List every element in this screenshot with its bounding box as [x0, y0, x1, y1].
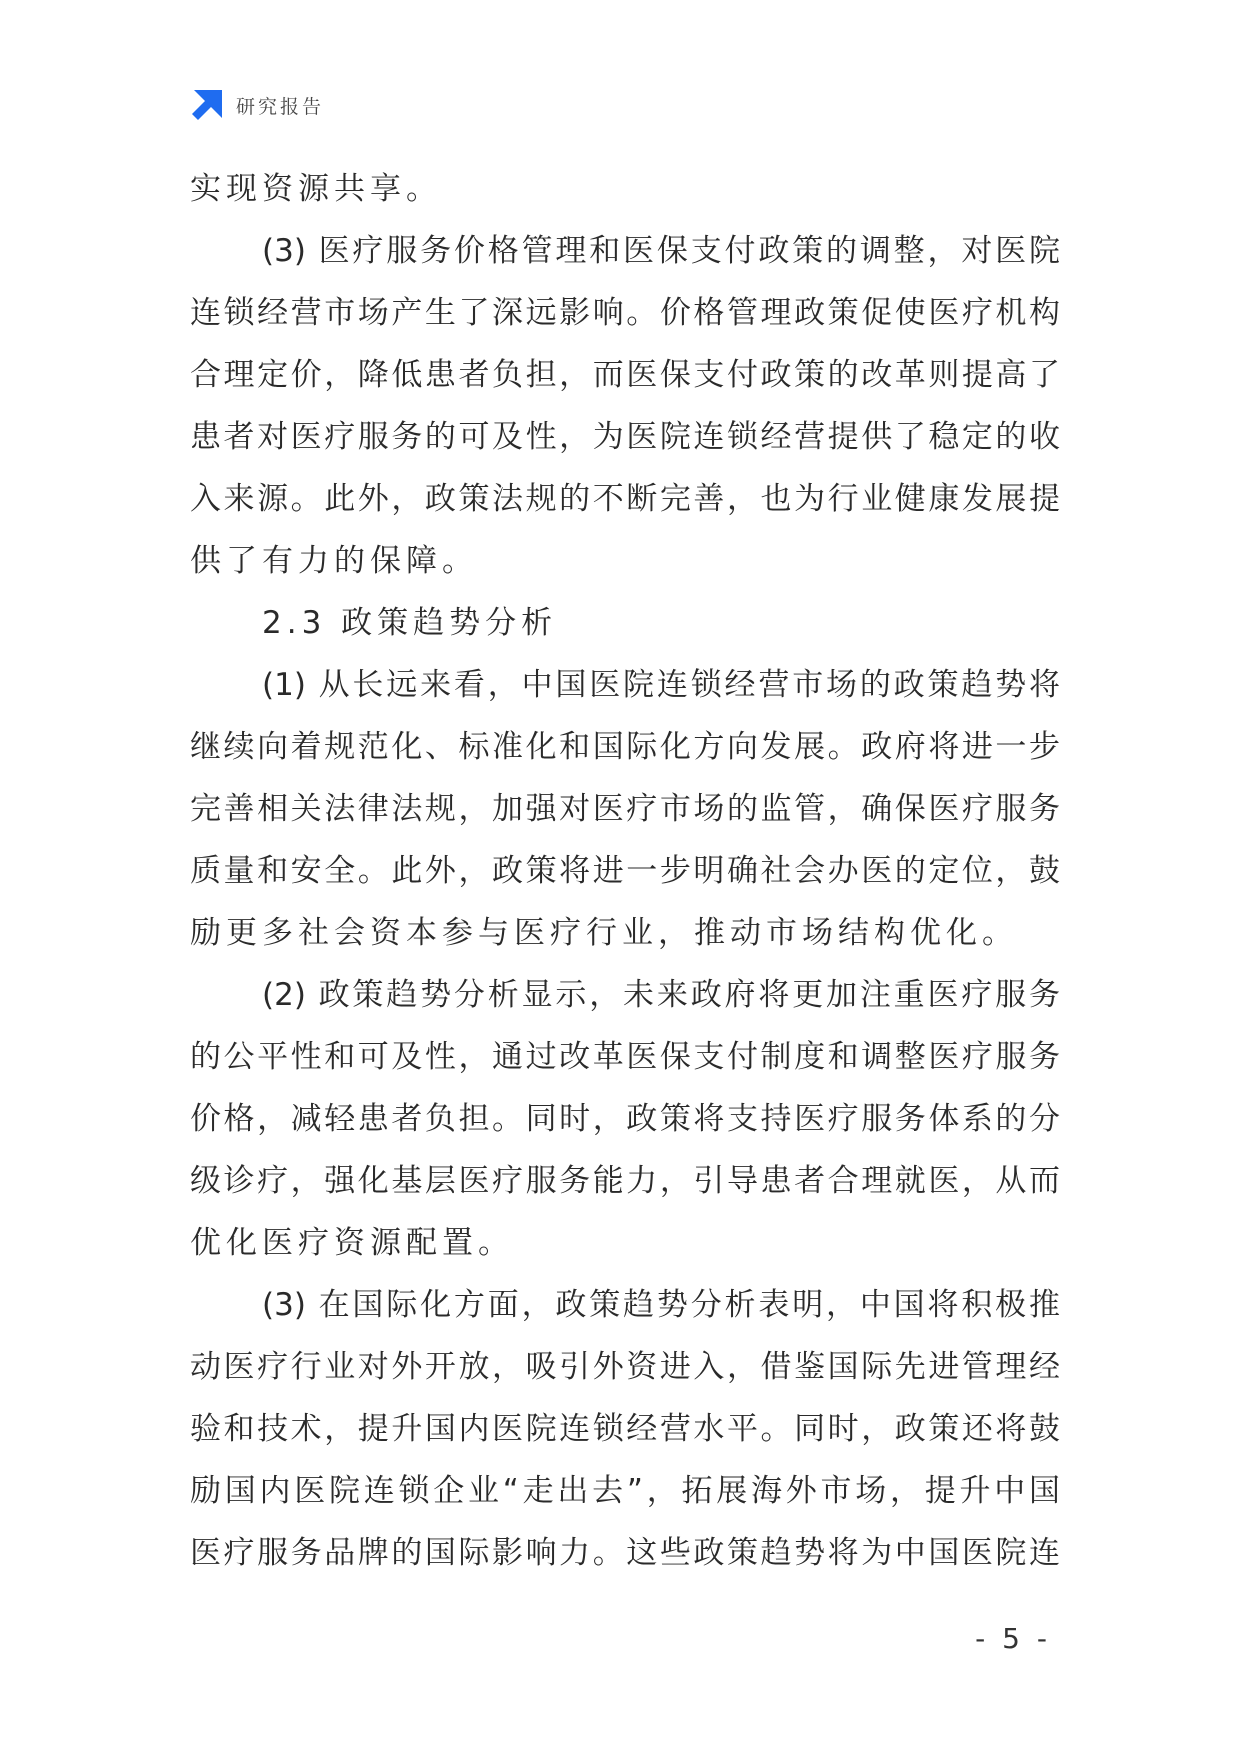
document-body: [190, 158, 1060, 1584]
section-heading: 2.3 政策趋势分析: [262, 605, 558, 641]
header-title: 研究报告: [236, 95, 325, 118]
text-line: 患者对医疗服务的可及性，为医院连锁经营提供了稳定的收: [190, 419, 1060, 455]
text-line: 验和技术，提升国内医院连锁经营水平。同时，政策还将鼓: [190, 1411, 1060, 1447]
text-line: 励更多社会资本参与医疗行业，推动市场结构优化。: [190, 915, 1018, 951]
text-line: (3) 医疗服务价格管理和医保支付政策的调整，对医院: [262, 233, 1060, 269]
text-line: 供了有力的保障。: [190, 543, 478, 579]
page-number: - 5 -: [975, 1622, 1051, 1655]
text-line: 动医疗行业对外开放，吸引外资进入，借鉴国际先进管理经: [190, 1349, 1060, 1385]
text-line: 价格，减轻患者负担。同时，政策将支持医疗服务体系的分: [190, 1101, 1060, 1137]
text-line: 的公平性和可及性，通过改革医保支付制度和调整医疗服务: [190, 1039, 1060, 1075]
text-line: (3) 在国际化方面，政策趋势分析表明，中国将积极推: [262, 1287, 1060, 1323]
text-line: 质量和安全。此外，政策将进一步明确社会办医的定位，鼓: [190, 853, 1060, 889]
text-line: 入来源。此外，政策法规的不断完善，也为行业健康发展提: [190, 481, 1060, 517]
text-line: 优化医疗资源配置。: [190, 1225, 514, 1261]
text-line: 医疗服务品牌的国际影响力。这些政策趋势将为中国医院连: [190, 1535, 1060, 1571]
text-line: 实现资源共享。: [190, 171, 442, 207]
text-line: 级诊疗，强化基层医疗服务能力，引导患者合理就医，从而: [190, 1163, 1060, 1199]
text-line: (1) 从长远来看，中国医院连锁经营市场的政策趋势将: [262, 667, 1060, 703]
text-line: 励国内医院连锁企业“走出去”，拓展海外市场，提升中国: [190, 1473, 1060, 1509]
text-line: 继续向着规范化、标准化和国际化方向发展。政府将进一步: [190, 729, 1060, 765]
text-line: (2) 政策趋势分析显示，未来政府将更加注重医疗服务: [262, 977, 1060, 1013]
text-line: 合理定价，降低患者负担，而医保支付政策的改革则提高了: [190, 357, 1060, 393]
text-line: 连锁经营市场产生了深远影响。价格管理政策促使医疗机构: [190, 295, 1060, 331]
page-header: [190, 88, 324, 122]
arrow-up-right-icon: [190, 88, 224, 122]
text-line: 完善相关法律法规，加强对医疗市场的监管，确保医疗服务: [190, 791, 1060, 827]
